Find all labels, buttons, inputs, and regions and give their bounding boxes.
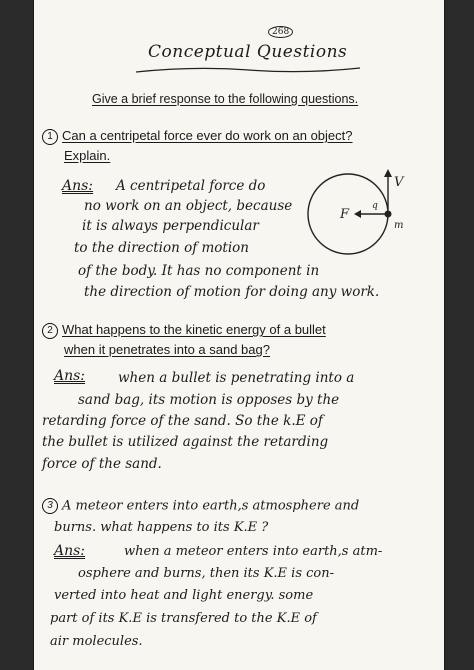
answer-line: when a meteor enters into earth,s atm-: [124, 544, 383, 559]
answer-label: Ans:: [54, 368, 86, 384]
question-number-badge: 1: [42, 129, 58, 145]
diagram-center-label: q: [372, 201, 378, 211]
page-number: 268: [268, 26, 293, 38]
title-underline: [134, 64, 364, 76]
answer-line: force of the sand.: [42, 456, 162, 472]
answer-line: it is always perpendicular: [82, 218, 259, 234]
question-number-badge: 2: [42, 323, 58, 339]
answer-line: the bullet is utilized against the retarding: [42, 434, 329, 450]
diagram-mass-label: m: [394, 220, 404, 231]
question-1-line2: Explain.: [64, 148, 111, 163]
question-number-badge: 3: [42, 498, 58, 514]
answer-line: the direction of motion for doing any work.: [84, 284, 380, 300]
page-title: Conceptual Questions: [148, 42, 348, 62]
diagram-velocity-label: V: [394, 175, 404, 190]
answer-label: Ans:: [54, 543, 86, 559]
answer-line: retarding force of the sand. So the k.E of: [42, 413, 323, 429]
answer-label: Ans:: [62, 178, 94, 194]
answer-line: part of its K.E is transfered to the K.E of: [50, 611, 317, 626]
answer-line: sand bag, its motion is opposes by the: [78, 392, 340, 408]
question-2-line2: when it penetrates into a sand bag?: [64, 342, 270, 357]
answer-line: verted into heat and light energy. some: [54, 588, 314, 603]
answer-line: to the direction of motion: [74, 240, 249, 256]
answer-line: no work on an object, because: [84, 198, 293, 214]
answer-line: of the body. It has no component in: [78, 263, 320, 279]
question-3-line2: burns. what happens to its K.E ?: [54, 520, 269, 535]
question-1: 1 Can a centripetal force ever do work on an object?: [42, 128, 353, 145]
answer-line: A centripetal force do: [116, 178, 266, 194]
instruction-text: Give a brief response to the following questions.: [92, 92, 359, 106]
document-page: [34, 0, 444, 670]
question-3: 3 A meteor enters into earth,s atmosphere and: [42, 498, 359, 514]
answer-line: when a bullet is penetrating into a: [118, 370, 355, 386]
answer-line: osphere and burns, then its K.E is con-: [78, 566, 335, 581]
answer-line: air molecules.: [50, 634, 143, 649]
question-2: 2 What happens to the kinetic energy of a bullet: [42, 322, 326, 339]
circular-motion-diagram: [304, 162, 424, 262]
diagram-force-label: F: [340, 207, 350, 222]
